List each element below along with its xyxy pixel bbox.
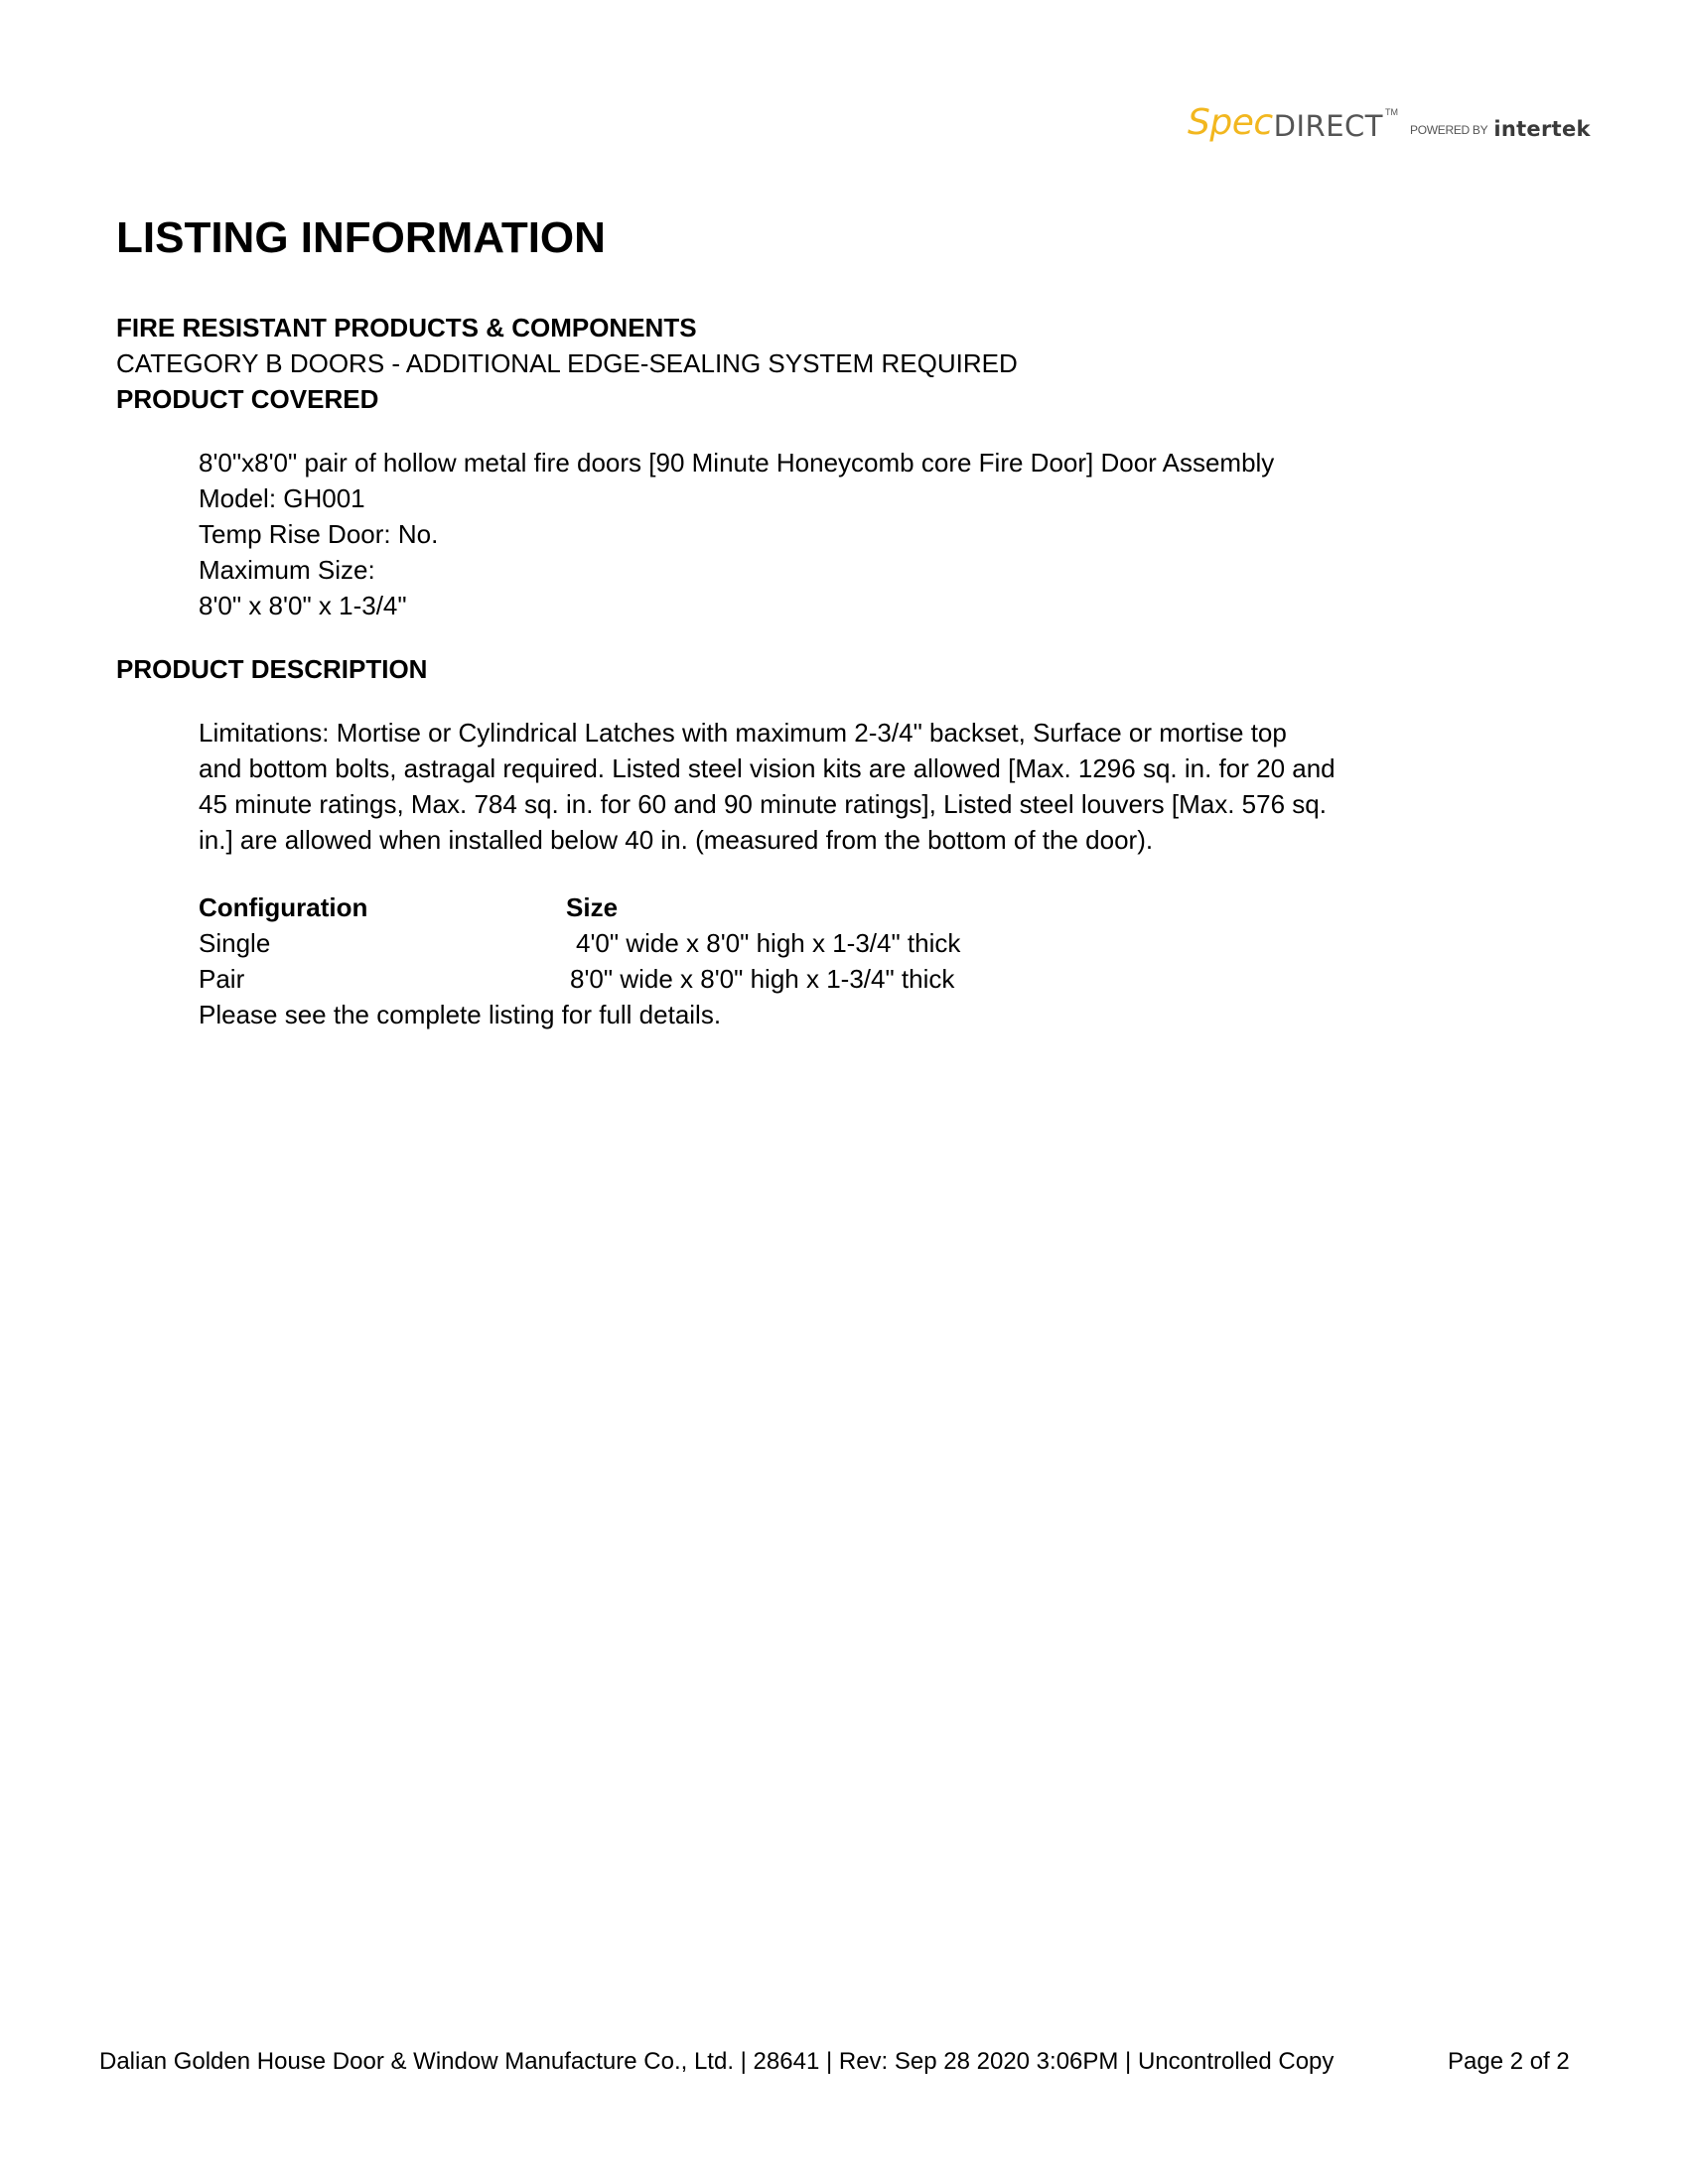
product-covered-max-size-value: 8'0" x 8'0" x 1-3/4" [199,591,407,620]
product-covered-heading: PRODUCT COVERED [116,384,379,414]
logo-powered-by: POWERED BY [1409,123,1488,137]
product-covered-temp-rise: Temp Rise Door: No. [199,519,439,549]
product-covered-model: Model: GH001 [199,483,365,513]
config-row-pair-config: Pair [199,964,245,994]
page-title: LISTING INFORMATION [116,213,606,262]
specdirect-intertek-logo [1188,97,1595,143]
product-description-heading: PRODUCT DESCRIPTION [116,654,428,684]
logo-trademark: TM [1384,107,1398,117]
category-subheading: CATEGORY B DOORS - ADDITIONAL EDGE-SEALING SYSTEM REQUIRED [116,348,1018,378]
config-table-header-size: Size [566,892,619,922]
see-complete-listing-note: Please see the complete listing for full details. [199,1000,722,1029]
limitations-line-3: 45 minute ratings, Max. 784 sq. in. for 60 and 90 minute ratings], Listed steel louvers [Max. 576 sq. [199,789,1327,819]
config-row-single-size: 4'0" wide x 8'0" high x 1-3/4" thick [576,928,961,958]
footer-page-number: Page 2 of 2 [1448,2048,1570,2075]
product-covered-line-1: 8'0"x8'0" pair of hollow metal fire doors [90 Minute Honeycomb core Fire Door] Door Assembly [199,448,1275,478]
config-row-single-config: Single [199,928,271,958]
limitations-line-1: Limitations: Mortise or Cylindrical Latches with maximum 2-3/4" backset, Surface or mortise top [199,718,1287,748]
logo-intertek-text: intertek [1493,117,1591,141]
product-covered-max-size-label: Maximum Size: [199,555,375,585]
config-row-pair-size: 8'0" wide x 8'0" high x 1-3/4" thick [570,964,955,994]
footer-info: Dalian Golden House Door & Window Manufacture Co., Ltd. | 28641 | Rev: Sep 28 2020 3:06PM | Uncontrolled Copy [99,2048,1335,2075]
limitations-line-4: in.] are allowed when installed below 40 in. (measured from the bottom of the door). [199,825,1154,855]
limitations-paragraph [199,715,1489,858]
category-heading: FIRE RESISTANT PRODUCTS & COMPONENTS [116,313,697,342]
logo-direct-text: DIRECT [1273,109,1383,143]
limitations-line-2: and bottom bolts, astragal required. Listed steel vision kits are allowed [Max. 1296 sq. in. for 20 and [199,753,1336,783]
config-table-header-configuration: Configuration [199,892,368,922]
logo-spec-text: Spec [1188,102,1273,143]
